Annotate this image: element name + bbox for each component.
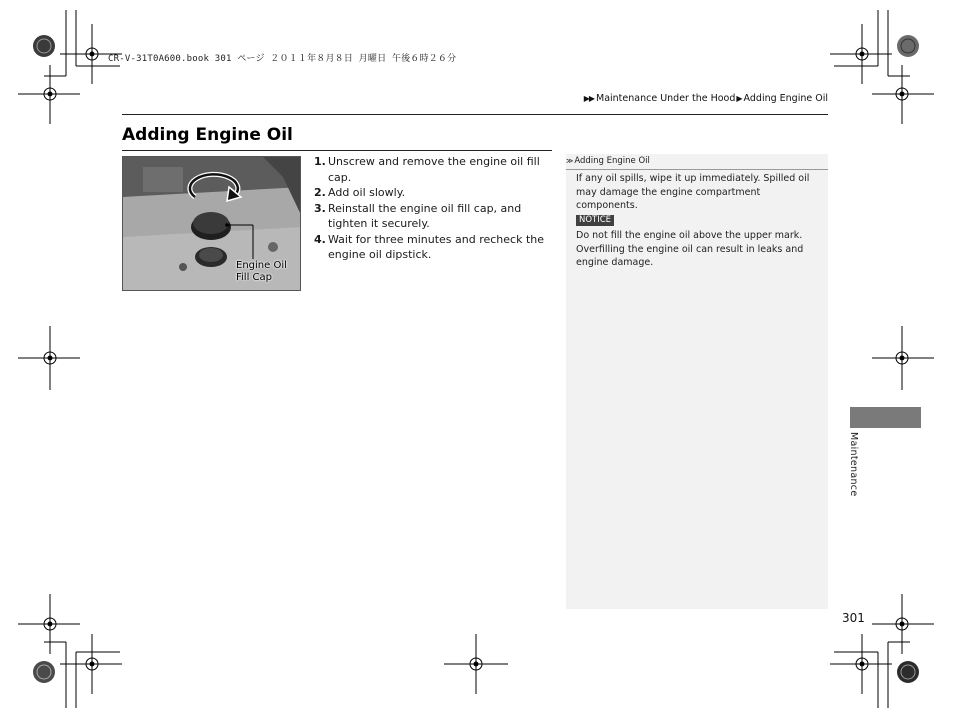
photo-label-line1: Engine Oil (236, 260, 287, 271)
sidebar-paragraph-notice: Do not fill the engine oil above the upper mark. Overfilling the engine oil can result in leaks and engine damage. (576, 230, 804, 268)
reference-icon: ≫ (566, 157, 574, 165)
page-number: 301 (842, 611, 865, 625)
list-item: 3. Reinstall the engine oil fill cap, and tighten it securely. (314, 201, 522, 230)
breadcrumb (584, 93, 828, 104)
section-tab[interactable] (850, 407, 921, 428)
print-header: CR-V-31T0A600.book 301 ページ ２０１１年８月８日 月曜日 午後６時２６分 (108, 54, 457, 64)
photo-callout-label (236, 260, 287, 284)
list-item: 2. Add oil slowly. (314, 186, 406, 199)
header-rule (122, 114, 828, 115)
sidebar-heading[interactable]: ≫Adding Engine Oil (566, 154, 828, 170)
photo-label-line2: Fill Cap (236, 272, 272, 283)
steps-list (314, 154, 554, 263)
list-item: 1. Unscrew and remove the engine oil fill cap. (314, 155, 540, 184)
breadcrumb-page: Adding Engine Oil (743, 93, 828, 104)
section-tab-label: Maintenance (848, 432, 859, 497)
sidebar-paragraph-spill: If any oil spills, wipe it up immediately. Spilled oil may damage the engine compartment components. (576, 173, 810, 211)
page-title: Adding Engine Oil (122, 125, 293, 145)
breadcrumb-separator-icon: ▶ (736, 94, 742, 103)
notes-sidebar (566, 154, 828, 609)
list-item: 4. Wait for three minutes and recheck the engine oil dipstick. (314, 232, 545, 261)
title-rule (122, 150, 552, 151)
breadcrumb-section[interactable]: Maintenance Under the Hood (596, 93, 736, 104)
breadcrumb-arrow-icon: ▶▶ (583, 94, 594, 103)
notice-badge: NOTICE (576, 215, 614, 226)
